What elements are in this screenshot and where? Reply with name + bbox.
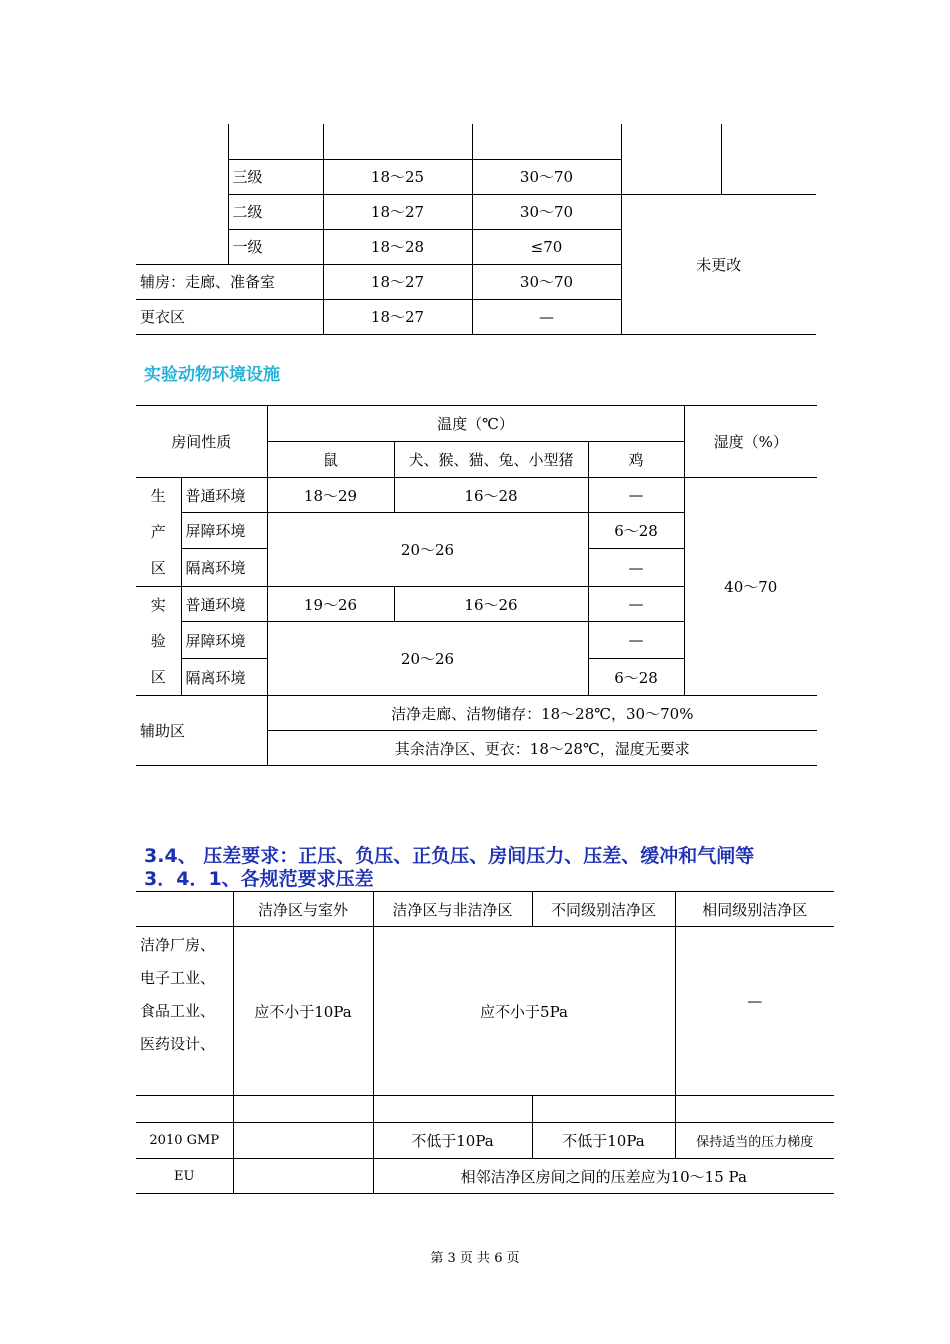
gmp-label: 2010 GMP <box>136 1123 233 1159</box>
header-same-grade: 相同级别洁净区 <box>675 892 834 927</box>
blank-cell <box>532 1096 675 1123</box>
humidity-cell <box>472 124 621 159</box>
species-chicken: 鸡 <box>588 442 684 478</box>
blank-cell <box>233 1123 373 1159</box>
temp-cell: 18～28 <box>323 229 472 264</box>
species-dog-etc: 犬、猴、猫、兔、小型猪 <box>394 442 588 478</box>
std-nonclean-merged-value: 应不小于5Pa <box>373 927 675 1096</box>
humidity-cell: — <box>472 299 621 334</box>
zone-char: 验 <box>150 632 166 650</box>
temp-merged-cell: 20～26 <box>267 622 588 696</box>
temp-cell: — <box>588 478 684 513</box>
temp-cell: — <box>588 622 684 659</box>
blank-cell <box>136 1096 233 1123</box>
merged-note-cell: 未更改 <box>621 194 816 334</box>
std-same-value: — <box>675 927 834 1096</box>
experiment-zone-label <box>136 587 181 696</box>
blank-cell <box>136 159 228 194</box>
temp-cell: 16～28 <box>394 478 588 513</box>
room-nature-header: 房间性质 <box>136 406 267 478</box>
temp-cell: 18～25 <box>323 159 472 194</box>
standard-item: 食品工业、 <box>140 1001 216 1020</box>
zone-char: 产 <box>150 523 166 541</box>
aux-room-label: 辅房：走廊、准备室 <box>136 264 323 299</box>
zone-char: 生 <box>150 487 166 505</box>
heading-3-4: 3.4、 压差要求：正压、负压、正负压、房间压力、压差、缓冲和气闸等 <box>144 845 755 867</box>
blank-cell <box>373 1096 532 1123</box>
std-outdoor-value: 应不小于10Pa <box>233 927 373 1096</box>
temp-merged-cell: 20～26 <box>267 513 588 587</box>
blank-cell <box>233 1096 373 1123</box>
page-footer: 第 3 页 共 6 页 <box>430 1251 520 1266</box>
animal-facility-table <box>136 405 817 766</box>
env-normal: 普通环境 <box>181 478 267 513</box>
cleanroom-temp-humidity-table <box>136 124 816 335</box>
header-blank <box>136 892 233 927</box>
zone-char: 实 <box>150 596 166 614</box>
zone-char: 区 <box>150 559 166 577</box>
gmp-same-value: 保持适当的压力梯度 <box>675 1123 834 1159</box>
humidity-cell: ≤70 <box>472 229 621 264</box>
env-isolation: 隔离环境 <box>181 659 267 696</box>
grade-cell: 一级 <box>228 229 323 264</box>
temp-cell: — <box>588 549 684 587</box>
env-normal: 普通环境 <box>181 587 267 622</box>
temp-cell: 6～28 <box>588 513 684 549</box>
aux-zone-label: 辅助区 <box>136 696 267 766</box>
humidity-cell: 30～70 <box>472 264 621 299</box>
changing-area-label: 更衣区 <box>136 299 323 334</box>
grade-cell: 三级 <box>228 159 323 194</box>
standard-item: 电子工业、 <box>140 968 216 987</box>
temp-cell: 16～26 <box>394 587 588 622</box>
blank-cell <box>136 229 228 264</box>
temp-cell: 6～28 <box>588 659 684 696</box>
aux-line-1: 洁净走廊、洁物储存：18～28℃，30～70% <box>267 696 817 731</box>
pressure-diff-table <box>136 891 834 1194</box>
blank-cell <box>721 124 816 194</box>
temp-cell <box>323 124 472 159</box>
blank-cell <box>675 1096 834 1123</box>
aux-line-2: 其余洁净区、更衣：18～28℃，湿度无要求 <box>267 731 817 766</box>
standards-list <box>136 927 233 1096</box>
temp-cell: 18～27 <box>323 264 472 299</box>
humidity-value: 40～70 <box>684 478 817 696</box>
temp-cell: 18～27 <box>323 299 472 334</box>
standard-item: 洁净厂房、 <box>140 935 216 954</box>
header-clean-nonclean: 洁净区与非洁净区 <box>373 892 532 927</box>
gmp-nonclean-value: 不低于10Pa <box>373 1123 532 1159</box>
humidity-cell: 30～70 <box>472 194 621 229</box>
env-barrier: 屏障环境 <box>181 622 267 659</box>
grade-cell: 二级 <box>228 194 323 229</box>
header-clean-outdoor: 洁净区与室外 <box>233 892 373 927</box>
env-barrier: 屏障环境 <box>181 513 267 549</box>
gmp-diff-value: 不低于10Pa <box>532 1123 675 1159</box>
section-title-animal: 实验动物环境设施 <box>144 365 280 385</box>
blank-cell <box>621 124 721 194</box>
temp-cell: 18～27 <box>323 194 472 229</box>
blank-cell <box>136 194 228 229</box>
env-isolation: 隔离环境 <box>181 549 267 587</box>
temp-cell: 19～26 <box>267 587 394 622</box>
temp-cell: 18～29 <box>267 478 394 513</box>
grade-cell <box>228 124 323 159</box>
humidity-header: 湿度（%） <box>684 406 817 478</box>
heading-3-4-1: 3．4．1、各规范要求压差 <box>144 868 374 890</box>
eu-merged-value: 相邻洁净区房间之间的压差应为10～15 Pa <box>373 1159 834 1194</box>
humidity-cell: 30～70 <box>472 159 621 194</box>
temp-cell: — <box>588 587 684 622</box>
standard-item: 医药设计、 <box>140 1034 216 1053</box>
temp-header: 温度（℃） <box>267 406 684 442</box>
production-zone-label <box>136 478 181 587</box>
species-mouse: 鼠 <box>267 442 394 478</box>
header-different-grade: 不同级别洁净区 <box>532 892 675 927</box>
eu-label: EU <box>136 1159 233 1194</box>
blank-cell <box>233 1159 373 1194</box>
zone-char: 区 <box>150 668 166 686</box>
blank-cell <box>136 124 228 159</box>
